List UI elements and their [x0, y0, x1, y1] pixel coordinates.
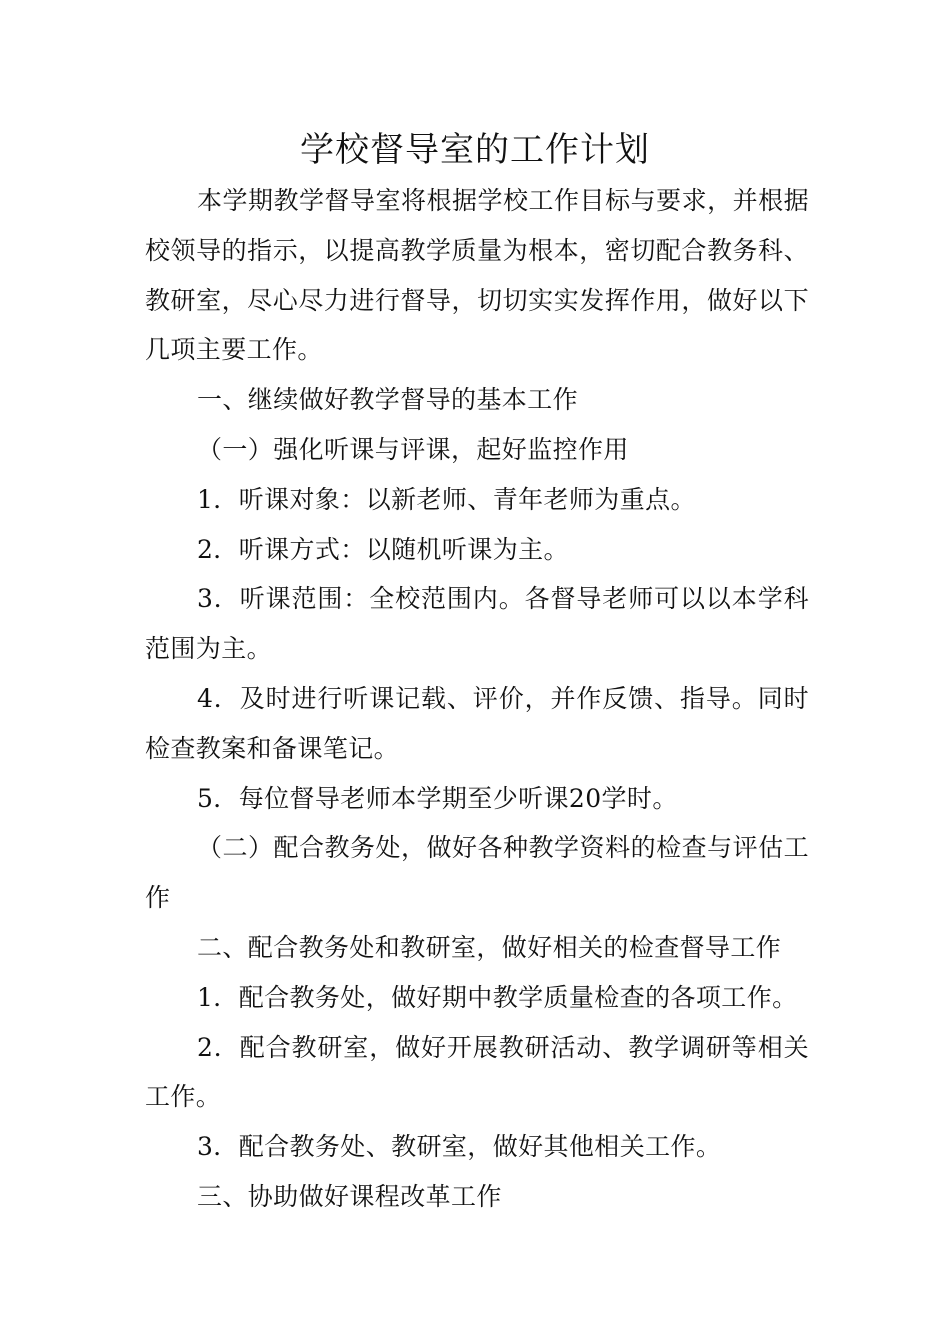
intro-paragraph: 本学期教学督导室将根据学校工作目标与要求，并根据校领导的指示，以提高教学质量为根本，密切配合教务科、教研室，尽心尽力进行督导，切切实实发挥作用，做好以下几项主要工作。	[145, 186, 809, 365]
section-heading-2: 二、配合教务处和教研室，做好相关的检查督导工作	[197, 932, 782, 962]
document-title: 学校督导室的工作计划	[300, 130, 650, 170]
subsection-heading-1-2: （二）配合教务处，做好各种教学资料的检查与评估工作	[145, 833, 809, 913]
list-item: 2．听课方式：以随机听课为主。	[197, 534, 569, 564]
list-item: 3．听课范围：全校范围内。各督导老师可以以本学科范围为主。	[145, 584, 809, 664]
list-item: 3．配合教务处、教研室，做好其他相关工作。	[197, 1132, 722, 1162]
list-item: 1．配合教务处，做好期中教学质量检查的各项工作。	[197, 982, 798, 1012]
subsection-heading-1-1: （一）强化听课与评课，起好监控作用	[197, 434, 629, 464]
list-item: 5．每位督导老师本学期至少听课20学时。	[197, 783, 678, 813]
list-item: 1．听课对象：以新老师、青年老师为重点。	[197, 484, 696, 514]
list-item: 2．配合教研室，做好开展教研活动、教学调研等相关工作。	[145, 1032, 809, 1112]
document-body	[145, 176, 809, 1222]
section-heading-3: 三、协助做好课程改革工作	[197, 1181, 502, 1211]
list-item: 4．及时进行听课记载、评价，并作反馈、指导。同时检查教案和备课笔记。	[145, 683, 809, 763]
section-heading-1: 一、继续做好教学督导的基本工作	[197, 385, 579, 415]
